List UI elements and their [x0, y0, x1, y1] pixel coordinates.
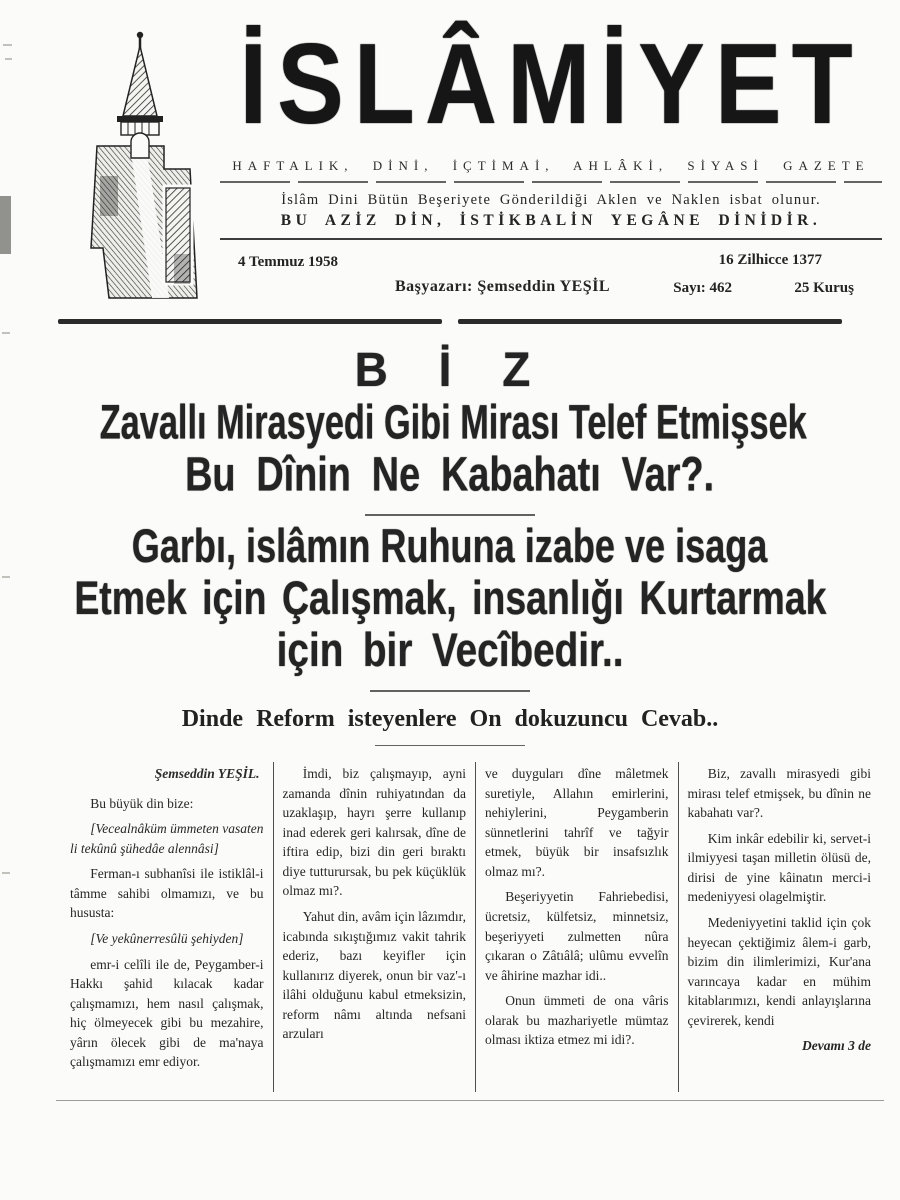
secondary-headline — [0, 522, 900, 678]
article-column-2 — [273, 762, 476, 1092]
article-paragraph: Biz, zavallı mirasyedi gibi mirası telef etmişsek, bu dînin ne kabahatı var?. — [687, 766, 871, 821]
divider-rule — [365, 514, 535, 516]
continuation-note: Devamı 3 de — [802, 1038, 871, 1054]
author-byline: Şemseddin YEŞİL. — [154, 766, 260, 781]
headline-line-3: Bu Dînin Ne Kabahatı Var?. — [185, 447, 715, 502]
scan-mark — [3, 44, 12, 46]
newspaper-title: İSLÂMİYET — [239, 20, 863, 148]
masthead — [0, 0, 900, 311]
article-paragraph: [Vecealnâküm ümmeten vasaten li tekûnû şühedâe alennâsi] — [70, 821, 264, 856]
scan-mark — [2, 332, 10, 334]
article-paragraph: İmdi, biz çalışmayıp, ayni zamanda dînin ruhiyatından da uzaklaşıp, hayrı şerre kullanıp inad ederek geri kalırsak, dîne de iftira edip, bizi din geri bıraktı diye tutturursak, bu pek küçüklük olmaz mı?. — [282, 766, 466, 899]
issue-info-row — [220, 240, 882, 306]
gregorian-date: 4 Temmuz 1958 — [238, 254, 339, 270]
issue-number: Sayı: 462 — [673, 280, 732, 296]
subheadline-line-2: Etmek için Çalışmak, insanlığı Kurtarmak — [73, 572, 827, 625]
masthead-text-block — [210, 20, 882, 311]
article-body — [70, 762, 880, 1092]
minaret-illustration — [70, 26, 210, 311]
article-column-1 — [70, 762, 273, 1092]
headline-line-2: Zavallı Mirasyedi Gibi Mirası Telef Etmişsek — [99, 395, 807, 450]
article-paragraph: Yahut din, avâm için lâzımdır, icabında sıkıştığımız vakit tahrik ederiz, bazı keyifler için kullanırız diyerek, onun bir vaz'-ı ilâhi olduğunu kabul etmeksizin, reform nâmı altında nefsani arzuları — [282, 908, 466, 1042]
scan-mark — [2, 576, 10, 578]
divider-rule — [375, 745, 525, 746]
article-paragraph: Kim inkâr edebilir ki, servet-i ilmiyyesi taşan milletin ölüsü de, dirisi de yine kâinatın merci-i medeniyyesi olagelmiştir. — [687, 830, 871, 905]
motto-line-2: BU AZİZ DİN, İSTİKBALİN YEGÂNE DİNİDİR. — [280, 212, 822, 229]
article-paragraph: emr-i celîli ile de, Peygamber-i Hakkı şahid kılacak kadar çalışmamızı, hem nasıl çalışmak, hiç ölmeyecek gibi bu mezahire, yârın ölecek gibi de ma'naya çalışmamızı emr ediyor. — [70, 956, 264, 1070]
hijri-date: 16 Zilhicce 1377 — [718, 252, 822, 268]
headline-line-1: B İ Z — [354, 341, 546, 397]
article-kicker: Dinde Reform isteyenlere On dokuzuncu Cevab.. — [181, 706, 719, 732]
article-paragraph: Ferman-ı subhanîsi ile istiklâl-i tâmme sahibi olmamızı, ve bu hususta: — [70, 866, 264, 921]
divider-rule — [220, 181, 882, 183]
main-headline — [0, 342, 900, 502]
subheadline-line-3: için bir Vecîbedir.. — [276, 624, 624, 677]
newspaper-subtitle: HAFTALIK, DİNİ, İÇTİMAİ, AHLÂKİ, SİYASİ GAZETE — [232, 158, 870, 173]
subheadline-line-1: Garbı, islâmın Ruhuna izabe ve isaga — [132, 520, 768, 573]
article-paragraph: Bu büyük din bize: — [90, 795, 194, 811]
article-paragraph: [Ve yekûnerresûlü şehiyden] — [90, 930, 244, 946]
article-paragraph: Beşeriyyetin Fahriebedisi, ücretsiz, külfetsiz, minnetsiz, beşeriyyeti zulmetten nûra çıkaran o Zâtıâlâ; ulûmu evvelîn ve âhirine mazhar idi.. — [485, 889, 669, 983]
article-paragraph: ve duyguları dîne mâletmek suretiyle, Allahın emirlerini, nehiylerini, Peygamberin sünnetlerini tahrîf ve tağyir etmek, büyük bir insafsızlık olmaz mı?. — [485, 766, 669, 879]
article-column-3 — [475, 762, 678, 1092]
scan-mark — [0, 196, 11, 254]
editor-byline: Başyazarı: Şemseddin YEŞİL — [395, 278, 611, 295]
scan-mark — [2, 872, 10, 874]
page-bottom-rule — [56, 1100, 884, 1101]
scan-mark — [5, 58, 12, 60]
price: 25 Kuruş — [794, 280, 854, 296]
article-paragraph: Medeniyyetini taklid için çok heyecan çektiğimiz âlem-i garb, bizim din ilimlerimizi, Kur'ana varıncaya kadar en mühim kitablarımızı, kendi anlayışlarına çevirerek, kendi — [687, 914, 871, 1028]
divider-rule — [370, 690, 530, 692]
header-divider — [58, 319, 842, 324]
article-paragraph: Onun ümmeti de ona vâris olarak bu mazhariyetle mümtaz olması iktiza etmez mi idi?. — [485, 993, 669, 1048]
article-column-4 — [678, 762, 881, 1092]
minaret-woodcut-icon — [70, 26, 210, 306]
motto-line-1: İslâm Dini Bütün Beşeriyete Gönderildiği Aklen ve Naklen isbat olunur. — [281, 192, 821, 208]
